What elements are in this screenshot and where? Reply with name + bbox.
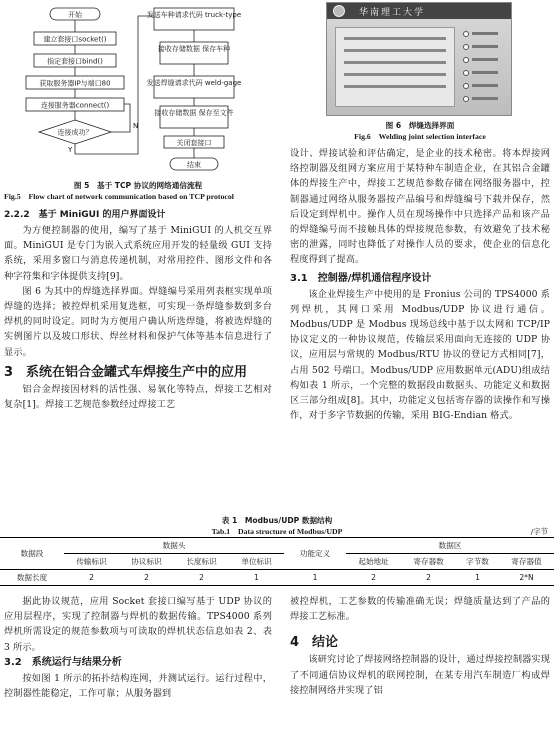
paragraph-result: 被控焊机，工艺参数的传输准确无误；焊缝质量达到了产品的焊接工艺标准。 — [290, 596, 550, 623]
paragraph-conclusion: 该研究讨论了焊接网络控制器的设计，通过焊接控制器实现了不同通信协议焊机的联网控制，在某专用汽车制造厂构成焊接控制网络并实现了铝 — [290, 654, 550, 696]
screenshot-title: 华南理工大学 — [359, 8, 426, 18]
td-cell: 1 — [284, 570, 346, 586]
paragraph-testing: 按如图 1 所示的拓扑结构连网，并测试运行。运行过程中，控制器性能稳定，工作可靠；从服务器到 — [4, 672, 272, 700]
th-sub: 寄存器数 — [401, 554, 456, 570]
screenshot-image-panel — [335, 27, 455, 107]
section-4-heading: 4 结论 — [290, 635, 339, 651]
table-row — [0, 570, 554, 586]
td-cell: 2 — [64, 570, 119, 586]
table-header-row-2 — [0, 554, 554, 570]
fig5-caption-en: Fig.5 Flow chart of network communication based on TCP protocol — [4, 192, 234, 201]
flow-chart-svg — [4, 4, 272, 176]
th-sub: 单位标识 — [229, 554, 284, 570]
th-sub: 寄存器值 — [499, 554, 554, 570]
fig5-caption-cn: 图 5 基于 TCP 协议的网络通信流程 — [73, 181, 203, 190]
td-cell: 1 — [456, 570, 499, 586]
bottom-right-column — [290, 594, 550, 698]
paragraph-socket-udp: 据此协议规范，应用 Socket 套接口编写基于 UDP 协议的应用层程序，实现了控制器与焊机的数据传输。TPS4000 系列焊机所需设定的规范参数项与可读取的焊机状态信息如表 2、表 3 所示。 — [4, 596, 272, 653]
table-1-caption-en — [0, 526, 554, 537]
label-connect: 连接服务器connect() — [40, 101, 110, 110]
screenshot-titlebar — [327, 3, 511, 19]
paragraph-aluminum: 铝合金焊接因材料的活性强、易氧化等特点，焊接工艺相对复杂[1]。焊接工艺规范参数经过焊接工艺 — [4, 383, 272, 411]
table-1-unit: /字节 — [530, 527, 548, 536]
label-socket: 建立套接口socket() — [43, 35, 107, 44]
label-start: 开始 — [68, 11, 82, 19]
label-recv-data: 接收存储数据 保存车种 — [157, 45, 231, 53]
th-function: 功能定义 — [284, 538, 346, 570]
th-sub: 长度标识 — [174, 554, 229, 570]
fig6-caption-cn: 图 6 焊缝选择界面 — [385, 121, 455, 130]
left-column — [4, 180, 272, 412]
label-decision: 连接成功？ — [57, 128, 93, 137]
paragraph-minigui: 为方便控制器的使用，编写了基于 MiniGUI 的人机交互界面。MiniGUI 是专门为嵌入式系统应用开发的轻量级 GUI 支持系统，采用多窗口与消息传递机制，对常用控件、图形文件和各种字符集和字体提供支持[9]。 — [4, 225, 272, 282]
modbus-table — [0, 537, 554, 586]
table-header-row-1 — [0, 538, 554, 554]
right-column — [290, 120, 550, 423]
td-cell: 2*N — [499, 570, 554, 586]
fig6-caption-en: Fig.6 Welding joint selection interface — [354, 132, 486, 141]
td-cell: 1 — [229, 570, 284, 586]
screenshot-checkbox-list — [463, 27, 507, 107]
th-sub: 字节数 — [456, 554, 499, 570]
th-sub: 起始地址 — [346, 554, 401, 570]
paragraph-fig6: 图 6 为其中的焊缝选择界面。焊缝编号采用列表框实现单项焊缝的选择；被控焊机采用复选框，可实现一条焊缝参数到多台焊机的同时设定。同时为方便用户确认所选焊缝，将被选焊缝的实例图片以及坡口形状、焊丝材料和保护气体等基本信息进行了显示。 — [4, 285, 272, 358]
paragraph-modbus: 该企业焊接生产中使用的是 Fronius 公司的 TPS4000 系列焊机，其网口采用 Modbus/UDP 协议进行通信。Modbus/UDP 是 Modbus 现场总线中基于以太网和 TCP/IP 协议定义的一种协议规范，传输层采用面向无连接的 UDP 协议，应用层与常规的 Modbus/RTU 协议的登记方式相同[7]，占用 502 号端口。Modbus/UDP 应用数据单元(ADU)组成结构如表 1 所示，一个完整的数据段由数据头、功能定义和数据区三部分组成[8]。其中，功能定义包括寄存器的读操作和写操作，对于多字节数据的传输，采用 BIG-Endian 格式。 — [290, 288, 550, 422]
label-close: 关闭套接口 — [176, 139, 212, 147]
flow-chart — [4, 4, 272, 176]
section-3-1-heading: 3.1 控制器/焊机通信程序设计 — [290, 272, 432, 284]
label-recv-save: 接收存储数据 保存至文件 — [154, 109, 234, 117]
label-bind: 指定套接口bind() — [47, 57, 103, 66]
label-server: 获取服务器IP与端口80 — [39, 79, 111, 88]
th-sub: 传输标识 — [64, 554, 119, 570]
label-no: N — [133, 122, 139, 130]
td-cell: 2 — [119, 570, 174, 586]
label-yes: Y — [68, 146, 73, 154]
table-1 — [0, 515, 554, 586]
label-send-weld: 发送焊缝请求代码 weld-gage — [146, 79, 242, 87]
th-sub: 协议标识 — [119, 554, 174, 570]
th-data-segment: 数据段 — [0, 538, 64, 570]
td-cell: 2 — [401, 570, 456, 586]
bottom-left-column — [4, 594, 272, 701]
th-data-head: 数据头 — [64, 538, 284, 554]
section-3-heading: 3 系统在铝合金罐式车焊接生产中的应用 — [4, 364, 248, 380]
label-end: 结束 — [187, 161, 201, 169]
label-send-truck: 发送车种请求代码 truck-type — [146, 11, 242, 19]
welding-selection-screenshot — [326, 2, 512, 116]
table-1-caption-cn: 表 1 Modbus/UDP 数据结构 — [221, 516, 333, 525]
paragraph-application: 设计、焊接试验和评估确定，是企业的技术秘密。将本焊接网络控制器及组网方案应用于某特种车制造企业，在其铝合金罐体的焊接生产中，焊接工艺规范参数存储在网络服务器中，控制器通过网络从服务器按产品编号和焊缝编号下载并保存，然后设定到焊机中。操作人员在现场操作中只选择产品和该产品的焊缝编号而不接触具体的焊接规范参数，有效避免了技术秘密的泄露，同时也降低了对操作人员的要求，使企业的信息化程度得到了提高。 — [290, 148, 550, 266]
td-cell: 2 — [346, 570, 401, 586]
section-2-2-2-heading: 2.2.2 基于 MiniGUI 的用户界面设计 — [4, 210, 166, 220]
td-row-label: 数据长度 — [0, 570, 64, 586]
td-cell: 2 — [174, 570, 229, 586]
th-data-area: 数据区 — [346, 538, 554, 554]
section-3-2-heading: 3.2 系统运行与结果分析 — [4, 656, 122, 668]
university-logo-icon — [333, 5, 345, 17]
table-1-caption-en-text: Tab.1 Data structure of Modbus/UDP — [211, 527, 343, 536]
